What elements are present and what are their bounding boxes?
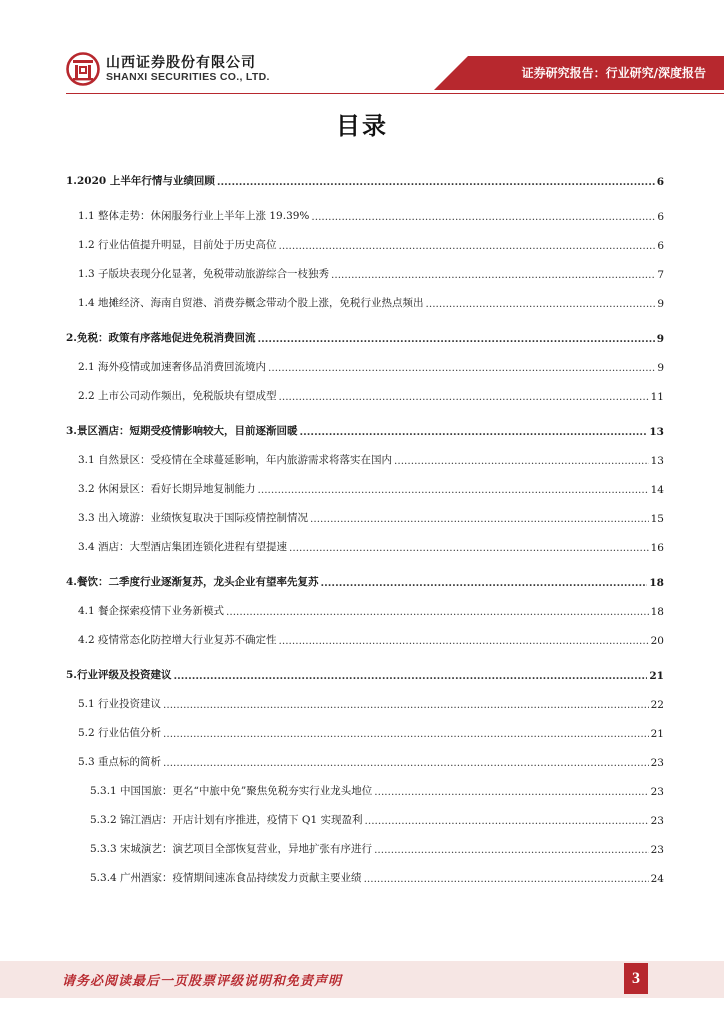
toc-entry[interactable] — [66, 261, 664, 281]
toc-entry[interactable] — [66, 662, 664, 682]
toc-leader-dots — [374, 844, 649, 856]
toc-entry[interactable] — [66, 290, 664, 310]
toc-leader-dots — [279, 391, 649, 403]
toc-entry[interactable] — [66, 865, 664, 885]
toc-entry-label: 4.1 餐企探索疫情下业务新模式 — [78, 605, 225, 617]
toc-entry-label: 5.3.1 中国国旅：更名“中旅中免”聚焦免税夯实行业龙头地位 — [90, 785, 373, 797]
toc-entry-page: 11 — [650, 391, 664, 403]
toc-entry-page: 13 — [649, 426, 664, 438]
toc-entry[interactable] — [66, 325, 664, 345]
toc-entry-label: 5.1 行业投资建议 — [78, 698, 162, 710]
page-header — [0, 0, 724, 100]
page-number: 3 — [624, 963, 648, 994]
toc-entry-label: 3.1 自然景区：受疫情在全球蔓延影响，年内旅游需求将落实在国内 — [78, 454, 393, 466]
toc-entry[interactable] — [66, 534, 664, 554]
company-name-en: SHANXI SECURITIES CO., LTD. — [106, 71, 270, 83]
toc-leader-dots — [226, 606, 649, 618]
toc-entry-page: 14 — [650, 484, 664, 496]
toc-leader-dots — [310, 513, 649, 525]
toc-entry[interactable] — [66, 749, 664, 769]
toc-leader-dots — [279, 635, 649, 647]
toc-entry-label: 5.3.2 锦江酒店：开店计划有序推进，疫情下 Q1 实现盈利 — [90, 814, 363, 826]
toc-leader-dots — [163, 728, 649, 740]
toc-entry-label: 4.餐饮：二季度行业逐渐复苏，龙头企业有望率先复苏 — [66, 576, 319, 588]
report-type-label: 证券研究报告：行业研究/深度报告 — [521, 66, 706, 80]
toc-entry-label: 2.1 海外疫情或加速奢侈品消费回流境内 — [78, 361, 267, 373]
toc-entry-label: 1.1 整体走势：休闲服务行业上半年上涨 19.39% — [78, 210, 310, 222]
toc-leader-dots — [374, 786, 648, 798]
page-title: 目录 — [336, 112, 388, 140]
toc-entry-page: 9 — [657, 362, 664, 374]
toc-entry[interactable] — [66, 354, 664, 374]
toc-leader-dots — [257, 333, 654, 345]
toc-entry-label: 1.2 行业估值提升明显，目前处于历史高位 — [78, 239, 277, 251]
toc-entry-label: 1.3 子版块表现分化显著，免税带动旅游综合一枝独秀 — [78, 268, 330, 280]
toc-entry-page: 6 — [657, 211, 664, 223]
toc-leader-dots — [365, 815, 649, 827]
toc-entry-page: 21 — [650, 728, 664, 740]
toc-entry-page: 23 — [650, 786, 664, 798]
toc-entry-page: 7 — [657, 269, 664, 281]
toc-entry-page: 23 — [650, 815, 664, 827]
toc-entry-page: 24 — [650, 873, 664, 885]
company-seal-icon — [66, 52, 100, 86]
toc-entry-page: 16 — [650, 542, 664, 554]
toc-leader-dots — [279, 240, 656, 252]
toc-entry[interactable] — [66, 778, 664, 798]
toc-entry-label: 3.4 酒店：大型酒店集团连锁化进程有望提速 — [78, 541, 288, 553]
toc-leader-dots — [311, 211, 655, 223]
toc-entry-page: 20 — [650, 635, 664, 647]
toc-entry-page: 18 — [649, 577, 664, 589]
toc-entry-page: 6 — [657, 240, 664, 252]
toc-leader-dots — [268, 362, 655, 374]
toc-entry[interactable] — [66, 447, 664, 467]
toc-entry-label: 4.2 疫情常态化防控增大行业复苏不确定性 — [78, 634, 277, 646]
toc-entry[interactable] — [66, 505, 664, 525]
toc-leader-dots — [394, 455, 649, 467]
toc-entry-page: 6 — [656, 176, 664, 188]
toc-entry[interactable] — [66, 203, 664, 223]
toc-leader-dots — [258, 484, 649, 496]
toc-entry[interactable] — [66, 476, 664, 496]
toc-leader-dots — [163, 699, 649, 711]
toc-entry-label: 3.2 休闲景区：看好长期异地复制能力 — [78, 483, 256, 495]
toc-entry-label: 5.2 行业估值分析 — [78, 727, 162, 739]
toc-leader-dots — [331, 269, 655, 281]
toc-entry-label: 3.3 出入境游：业绩恢复取决于国际疫情控制情况 — [78, 512, 309, 524]
toc-entry[interactable] — [66, 168, 664, 188]
toc-entry-label: 1.2020 上半年行情与业绩回顾 — [66, 175, 215, 187]
toc-entry-page: 15 — [650, 513, 664, 525]
toc-entry-page: 23 — [650, 757, 664, 769]
toc-entry-label: 5.3.4 广州酒家：疫情期间速冻食品持续发力贡献主要业绩 — [90, 872, 362, 884]
toc-entry-page: 13 — [650, 455, 664, 467]
toc-entry-label: 2.免税：政策有序落地促进免税消费回流 — [66, 332, 256, 344]
toc-entry[interactable] — [66, 569, 664, 589]
toc-entry[interactable] — [66, 807, 664, 827]
toc-entry[interactable] — [66, 232, 664, 252]
toc-entry-page: 22 — [650, 699, 664, 711]
toc-leader-dots — [320, 577, 647, 589]
toc-entry-page: 9 — [657, 298, 664, 310]
toc-leader-dots — [173, 670, 647, 682]
toc-entry-label: 5.3 重点标的简析 — [78, 756, 162, 768]
toc-leader-dots — [163, 757, 649, 769]
toc-entry[interactable] — [66, 383, 664, 403]
company-name-cn: 山西证券股份有限公司 — [106, 55, 256, 71]
toc-leader-dots — [217, 176, 655, 188]
toc-entry[interactable] — [66, 836, 664, 856]
toc-entry-label: 5.行业评级及投资建议 — [66, 669, 172, 681]
header-divider — [66, 93, 724, 94]
footer-disclaimer: 请务必阅读最后一页股票评级说明和免责声明 — [62, 974, 343, 989]
toc-leader-dots — [299, 426, 647, 438]
toc-entry-page: 21 — [649, 670, 664, 682]
toc-leader-dots — [364, 873, 649, 885]
toc-entry-page: 9 — [656, 333, 664, 345]
toc-entry-label: 1.4 地摊经济、海南自贸港、消费券概念带动个股上涨，免税行业热点频出 — [78, 297, 424, 309]
toc-entry-page: 23 — [650, 844, 664, 856]
toc-leader-dots — [426, 298, 656, 310]
toc-entry-page: 18 — [650, 606, 664, 618]
toc-entry[interactable] — [66, 720, 664, 740]
toc-entry-label: 3.景区酒店：短期受疫情影响较大，目前逐渐回暖 — [66, 425, 298, 437]
toc-entry-label: 2.2 上市公司动作频出，免税版块有望成型 — [78, 390, 277, 402]
toc-entry[interactable] — [66, 627, 664, 647]
toc-entry-label: 5.3.3 宋城演艺：演艺项目全部恢复营业，异地扩张有序进行 — [90, 843, 373, 855]
toc-leader-dots — [289, 542, 649, 554]
toc-entry[interactable] — [66, 418, 664, 438]
toc-entry[interactable] — [66, 598, 664, 618]
toc-entry[interactable] — [66, 691, 664, 711]
